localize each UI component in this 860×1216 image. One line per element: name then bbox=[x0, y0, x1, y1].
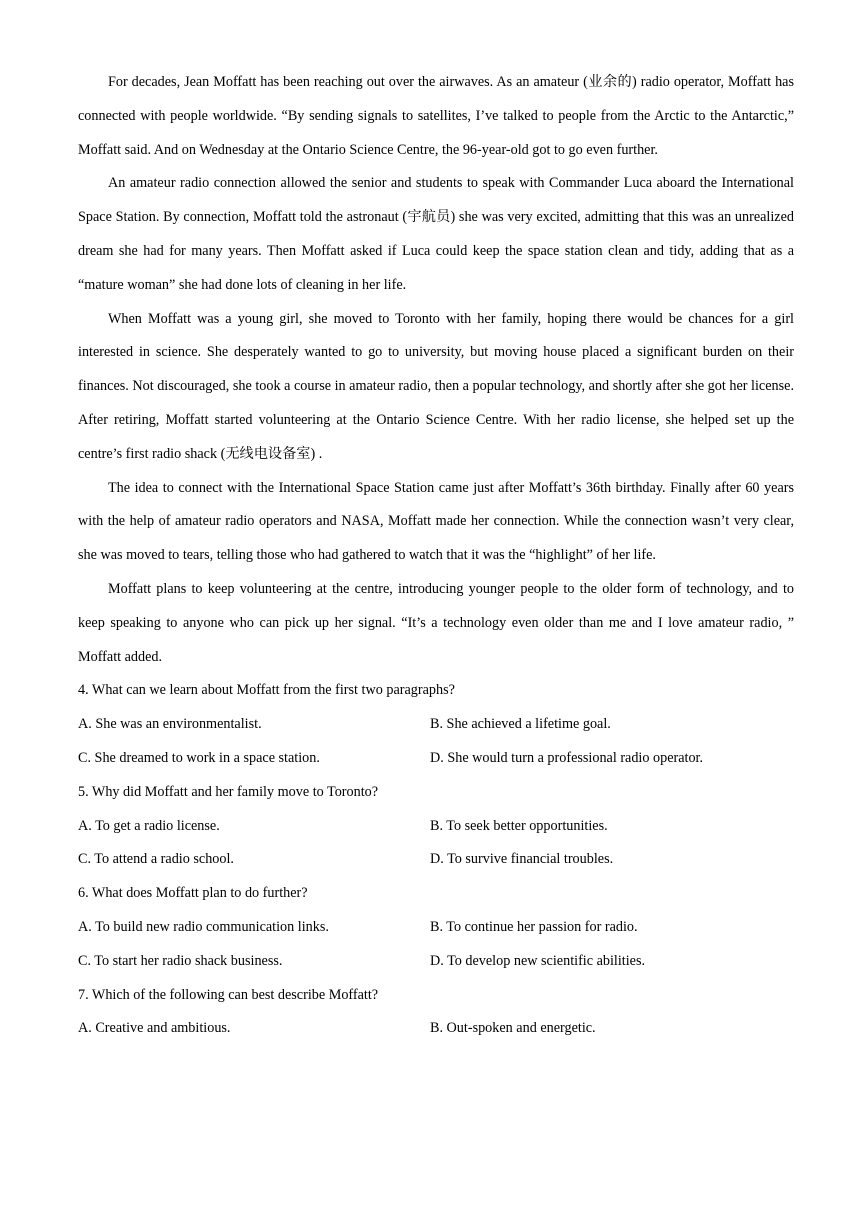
option-c: C. To start her radio shack business. bbox=[78, 952, 283, 969]
paragraph-1: For decades, Jean Moffatt has been reaching out over the airwaves. As an amateur (业余的) radio operator, Moffatt has connected with people worldwide. “By sending signals to satellites, I’ve talked to people from the Arctic to the Antarctic,” Moffatt said. And on Wednesday at the Ontario Science Centre, the 96-year-old got to go even further. bbox=[78, 74, 798, 158]
option-b: B. Out-spoken and energetic. bbox=[430, 1020, 596, 1037]
option-row bbox=[78, 945, 794, 979]
option-a: A. Creative and ambitious. bbox=[78, 1020, 231, 1037]
option-c: C. To attend a radio school. bbox=[78, 851, 234, 868]
option-b: B. To continue her passion for radio. bbox=[430, 918, 638, 935]
paragraph-5: Moffatt plans to keep volunteering at the centre, introducing younger people to the older form of technology, and to keep speaking to anyone who can pick up her signal. “It’s a technology even older than me and I love amateur radio, ” Moffatt added. bbox=[78, 580, 798, 665]
option-d: D. To survive financial troubles. bbox=[430, 851, 614, 868]
option-a: A. She was an environmentalist. bbox=[78, 716, 262, 733]
paragraph-4: The idea to connect with the International Space Station came just after Moffatt’s 36th birthday. Finally after 60 years with the help of amateur radio operators and NASA, Moffatt made her connection. While the connection wasn’t very clear, she was moved to tears, telling those who had gathered to watch that it was the “highlight” of her life. bbox=[78, 479, 798, 564]
question-4 bbox=[78, 674, 794, 775]
passage bbox=[78, 66, 798, 674]
question-stem: 7. Which of the following can best describe Moffatt? bbox=[78, 986, 379, 1003]
question-stem: 6. What does Moffatt plan to do further? bbox=[78, 885, 308, 902]
option-a: A. To get a radio license. bbox=[78, 817, 220, 834]
paragraph-3: When Moffatt was a young girl, she moved to Toronto with her family, hoping there would be chances for a girl interested in science. She desperately wanted to go to university, but moving house placed a significant burden on their finances. Not discouraged, she took a course in amateur radio, then a popular technology, and shortly after she got her license. After retiring, Moffatt started volunteering at the Ontario Science Centre. With her radio license, she helped set up the centre’s first radio shack (无线电设备室) . bbox=[78, 310, 798, 462]
option-row bbox=[78, 911, 794, 945]
document-page bbox=[78, 66, 798, 1046]
option-d: D. To develop new scientific abilities. bbox=[430, 952, 646, 969]
question-7 bbox=[78, 979, 794, 1047]
option-d: D. She would turn a professional radio operator. bbox=[430, 749, 704, 766]
option-b: B. She achieved a lifetime goal. bbox=[430, 716, 611, 733]
question-6 bbox=[78, 877, 794, 978]
option-c: C. She dreamed to work in a space station. bbox=[78, 749, 320, 766]
option-row bbox=[78, 1012, 794, 1046]
option-b: B. To seek better opportunities. bbox=[430, 817, 608, 834]
option-row bbox=[78, 843, 794, 877]
option-a: A. To build new radio communication links. bbox=[78, 918, 329, 935]
option-row bbox=[78, 708, 794, 742]
question-stem: 4. What can we learn about Moffatt from the first two paragraphs? bbox=[78, 682, 455, 699]
question-5 bbox=[78, 776, 794, 877]
option-row bbox=[78, 742, 794, 776]
option-row bbox=[78, 810, 794, 844]
question-stem: 5. Why did Moffatt and her family move to Toronto? bbox=[78, 783, 379, 800]
paragraph-2: An amateur radio connection allowed the senior and students to speak with Commander Luca aboard the International Space Station. By connection, Moffatt told the astronaut (宇航员) she was very excited, admitting that this was an unrealized dream she had for many years. Then Moffatt asked if Luca could keep the space station clean and tidy, adding that as a “mature woman” she had done lots of cleaning in her life. bbox=[78, 175, 798, 293]
